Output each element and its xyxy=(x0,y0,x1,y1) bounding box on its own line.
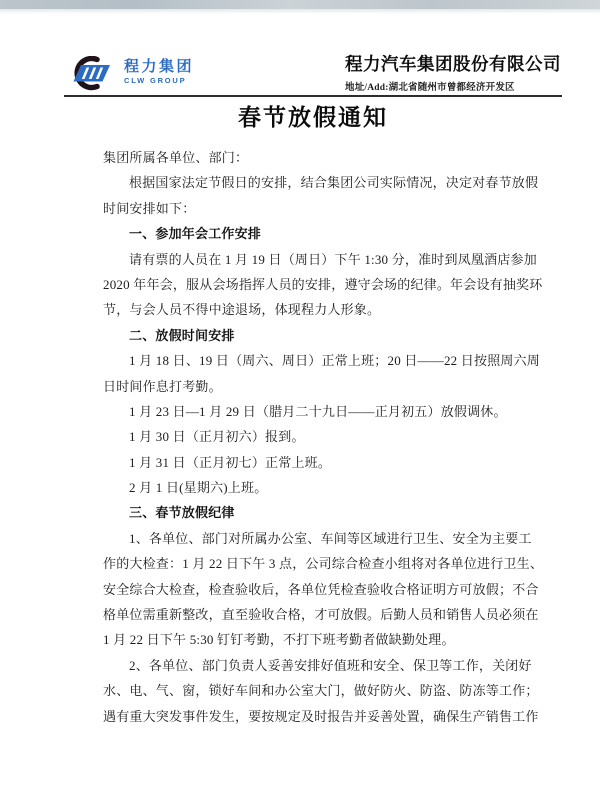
body-line: 2020 年年会，服从会场指挥人员的安排，遵守会场的纪律。年会设有抽奖环 xyxy=(103,276,543,292)
letterhead-company-block xyxy=(345,54,560,93)
body-line: 2、各单位、部门负责人妥善安排好值班和安全、保卫等工作，关闭好 xyxy=(129,657,532,673)
scan-edge-fade xyxy=(0,9,600,14)
section-heading: 一、参加年会工作安排 xyxy=(129,226,262,242)
company-address: 地址/Add:湖北省随州市曾都经济开发区 xyxy=(345,83,515,93)
body-line: 日时间作息打考勤。 xyxy=(103,378,222,394)
body-line: 1 月 23 日—1 月 29 日（腊月二十九日——正月初五）放假调休。 xyxy=(129,403,507,419)
body-line: 1、各单位、部门对所属办公室、车间等区域进行卫生、安全为主要工 xyxy=(129,530,532,546)
body-line: 节，与会人员不得中途退场，体现程力人形象。 xyxy=(103,302,381,318)
document-title: 春节放假通知 xyxy=(238,105,388,130)
logo-name-english: CLW GROUP xyxy=(124,76,187,85)
clw-logo-icon xyxy=(65,56,117,91)
body-line: 遇有重大突发事件发生，要按规定及时报告并妥善处置，确保生产销售工作 xyxy=(103,708,539,724)
body-line: 时间安排如下： xyxy=(103,200,196,216)
section-heading: 三、春节放假纪律 xyxy=(129,505,235,521)
body-line: 集团所属各单位、部门： xyxy=(103,150,249,165)
section-heading: 二、放假时间安排 xyxy=(129,327,235,343)
logo-text-block xyxy=(124,59,194,86)
body-line: 根据国家法定节假日的安排，结合集团公司实际情况，决定对春节放假 xyxy=(129,175,539,191)
logo-name-chinese: 程力集团 xyxy=(124,58,195,75)
body-line: 作的大检查：1 月 22 日下午 3 点，公司综合检查小组将对各单位进行卫生、 xyxy=(103,556,544,572)
company-name: 程力汽车集团股份有限公司 xyxy=(345,54,561,74)
company-logo xyxy=(65,56,194,91)
body-line: 安全综合大检查，检查验收后，各单位凭检查验收合格证明方可放假；不合 xyxy=(103,581,539,597)
body-line: 请有票的人员在 1 月 19 日（周日）下午 1:30 分，准时到凤凰酒店参加 xyxy=(129,251,537,267)
scan-edge-band xyxy=(0,0,600,9)
document-body xyxy=(103,145,544,729)
body-line: 1 月 22 日下午 5:30 钉钉考勤，不打下班考勤者做缺勤处理。 xyxy=(103,632,455,648)
body-line: 水、电、气、窗，锁好车间和办公室大门，做好防火、防盗、防冻等工作； xyxy=(103,683,539,699)
body-line: 2 月 1 日(星期六)上班。 xyxy=(129,480,268,496)
body-line: 1 月 18 日、19 日（周六、周日）正常上班；20 日——22 日按照周六周 xyxy=(129,353,541,369)
body-line: 1 月 30 日（正月初六）报到。 xyxy=(129,429,305,445)
body-line: 1 月 31 日（正月初七）正常上班。 xyxy=(129,454,332,470)
body-line: 格单位需重新整改，直至验收合格，才可放假。后勤人员和销售人员必须在 xyxy=(103,607,539,623)
letterhead-divider xyxy=(64,95,562,97)
